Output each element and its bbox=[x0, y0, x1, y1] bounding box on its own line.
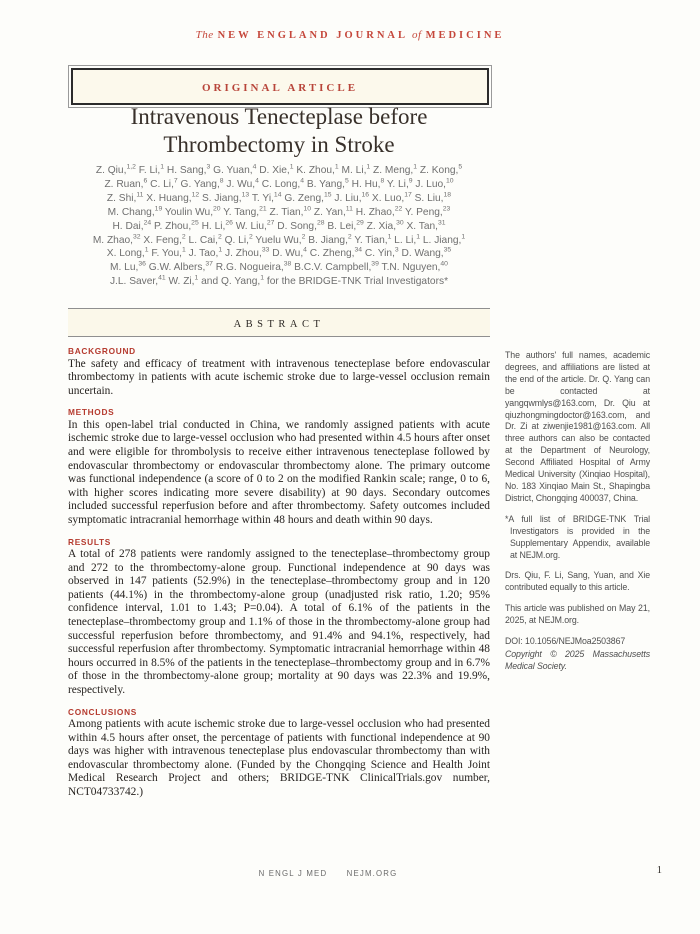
abstract-section-background bbox=[68, 346, 490, 398]
author-line: X. Long,$^1$ F. You,$^1$ J. Tao,$^1$ J. Zhou,$^{33}$ D. Wu,$^4$ C. Zheng,$^{34}$ C. Yin,$^3$ D. Wang,$^{35}$ bbox=[106, 247, 452, 260]
section-text: The safety and efficacy of treatment with intravenous tenecteplase before endovascular thrombectomy in patients with acute ischemic stroke due to large-vessel occlusion remain uncertain. bbox=[68, 357, 490, 397]
author-line: Z. Shi,$^{11}$ X. Huang,$^{12}$ S. Jiang,$^{13}$ T. Yi,$^{14}$ G. Zeng,$^{15}$ J. Liu,$^{16}$ X. Luo,$^{17}$ S. Liu,$^{18}$ bbox=[106, 191, 452, 204]
doi-line: DOI: 10.1056/NEJMoa2503867 bbox=[505, 636, 626, 647]
author-line: M. Lu,$^{36}$ G.W. Albers,$^{37}$ R.G. Nogueira,$^{38}$ B.C.V. Campbell,$^{39}$ T.N. Nguyen,$^{40}$ bbox=[110, 260, 448, 274]
journal-masthead bbox=[0, 25, 700, 43]
author-line: M. Chang,$^{19}$ Youlin Wu,$^{20}$ Y. Tang,$^{21}$ Z. Tian,$^{10}$ Z. Yan,$^{11}$ H. Zhao,$^{22}$ Y. Peng,$^{23}$ bbox=[107, 205, 451, 218]
article-title-line2: Thrombectomy in Stroke bbox=[163, 131, 395, 157]
article-title-line1: Intravenous Tenecteplase before bbox=[130, 104, 428, 129]
author-line: M. Zhao,$^{32}$ X. Feng,$^2$ L. Cai,$^2$ Q. Li,$^2$ Yuelu Wu,$^2$ B. Jiang,$^2$ Y. Tian,$^1$ L. Li,$^1$ L. Jiang,$^1$ bbox=[92, 233, 466, 246]
copyright-line: Copyright © 2025 Massachusetts Medical Society. bbox=[505, 648, 650, 671]
section-text: Among patients with acute ischemic stroke due to large-vessel occlusion who had presented within 4.5 hours after onset, the percentage of patients with functional independence at 90 days was higher with intravenous tenecteplase plus endovascular thrombectomy than with endovascular thrombectomy alone. (Funded by the Chongqing Science and Health Joint Medical Research Project and others; BRIDGE-TNK ClinicalTrials.gov number, NCT04733742.) bbox=[68, 718, 490, 799]
section-heading: CONCLUSIONS bbox=[68, 706, 138, 717]
masthead-the: The bbox=[195, 29, 214, 41]
section-heading: METHODS bbox=[68, 407, 115, 418]
masthead-of: of bbox=[412, 29, 422, 41]
article-info-sidebar bbox=[505, 350, 650, 682]
investigators-note: *A full list of BRIDGE-TNK Trial Investigators is provided in the Supplementary Appendix, available at NEJM.org. bbox=[505, 513, 650, 560]
section-text: A total of 278 patients were randomly assigned to the tenecteplase–thrombectomy group and 272 to the thrombectomy-alone group. Functional independence at 90 days was observed in 147 patients (52.9%) in the tenecteplase–thrombectomy group and in 120 patients (44.1%) in the thrombectomy-alone group (unadjusted risk ratio, 1.20; 95% confidence interval, 1.01 to 1.43; P=0.04). A total of 6.1% of the patients in the tenecteplase–thrombectomy group and 1.1% of those in the thrombectomy-alone group had successful reperfusion before thrombectomy, and 91.4% and 94.1%, respectively, had successful reperfusion after thrombectomy. Symptomatic intracranial hemorrhage within 48 hours occurred in 8.5% of the patients in the tenecteplase–thrombectomy group and in 6.7% of those in the thrombectomy-alone group; mortality at 90 days was 22.3% and 19.9%, respectively. bbox=[68, 548, 490, 696]
section-heading: BACKGROUND bbox=[68, 346, 136, 356]
author-list bbox=[38, 164, 520, 289]
author-line: Z. Ruan,$^6$ C. Li,$^7$ G. Yang,$^8$ J. Wu,$^4$ C. Long,$^4$ B. Yang,$^5$ H. Hu,$^8$ Y. Li,$^9$ J. Luo,$^{10}$ bbox=[104, 177, 454, 190]
article-title bbox=[68, 103, 490, 158]
abstract-section-conclusions bbox=[68, 707, 490, 800]
publication-date-note: This article was published on May 21, 2025, at NEJM.org. bbox=[505, 603, 650, 626]
masthead-medicine: MEDICINE bbox=[425, 30, 505, 41]
equal-contribution-note: Drs. Qiu, F. Li, Sang, Yuan, and Xie contributed equally to this article. bbox=[505, 570, 650, 593]
footer-website: NEJM.ORG bbox=[346, 869, 398, 878]
page-footer bbox=[0, 869, 656, 878]
author-line: Z. Qiu,$^{1,2}$ F. Li,$^1$ H. Sang,$^3$ G. Yuan,$^4$ D. Xie,$^1$ K. Zhou,$^1$ M. Li,$^1$ Z. Meng,$^1$ Z. Kong,$^5$ bbox=[95, 163, 463, 176]
abstract-column bbox=[68, 308, 490, 800]
authors-contact-note: The authors' full names, academic degrees, and affiliations are listed at the end of the article. Dr. Q. Yang can be contacted at yangqwmlys@163.com, Dr. Qiu at qiuzhongmingdoctor@163.com, and Dr. Zi at ziwenjie1981@163.com. All three authors can also be contacted at the Department of Neurology, Second Affiliated Hospital of Army Medical University (Xinqiao Hospital), No. 183 Xinqiao Main St., Shapingba District, Chongqing 400037, China. bbox=[505, 350, 650, 503]
masthead-journal-name: NEW ENGLAND JOURNAL bbox=[217, 30, 408, 41]
article-type-label: ORIGINAL ARTICLE bbox=[201, 82, 359, 94]
author-line: H. Dai,$^{24}$ P. Zhou,$^{25}$ H. Li,$^{26}$ W. Liu,$^{27}$ D. Song,$^{28}$ B. Lei,$^{29}$ Z. Xia,$^{30}$ X. Tan,$^{31}$ bbox=[112, 219, 446, 232]
abstract-header-band bbox=[68, 308, 490, 337]
author-line: J.L. Saver,$^{41}$ W. Zi,$^1$ and Q. Yang,$^1$ for the BRIDGE-TNK Trial Investigators* bbox=[109, 274, 449, 288]
abstract-section-results bbox=[68, 537, 490, 698]
section-heading: RESULTS bbox=[68, 536, 112, 547]
article-type-banner bbox=[71, 68, 489, 105]
footer-journal-abbrev: N ENGL J MED bbox=[258, 869, 328, 878]
abstract-label: ABSTRACT bbox=[233, 319, 325, 330]
page-number: 1 bbox=[656, 865, 662, 876]
section-text: In this open-label trial conducted in China, we randomly assigned patients with acute ischemic stroke due to large-vessel occlusion who had presented within 4.5 hours after onset and were eligible for thrombolysis to receive either intravenous tenecteplase followed by endovascular thrombectomy or endovascular thrombectomy alone. The primary outcome was functional independence (a score of 0 to 2 on the modified Rankin scale; range, 0 to 6, with higher scores indicating more severe disability) at 90 days. Secondary outcomes included successful reperfusion before and after thrombectomy. Safety outcomes included symptomatic intracranial hemorrhage within 48 hours and death within 90 days. bbox=[68, 418, 490, 526]
abstract-section-methods bbox=[68, 407, 490, 527]
